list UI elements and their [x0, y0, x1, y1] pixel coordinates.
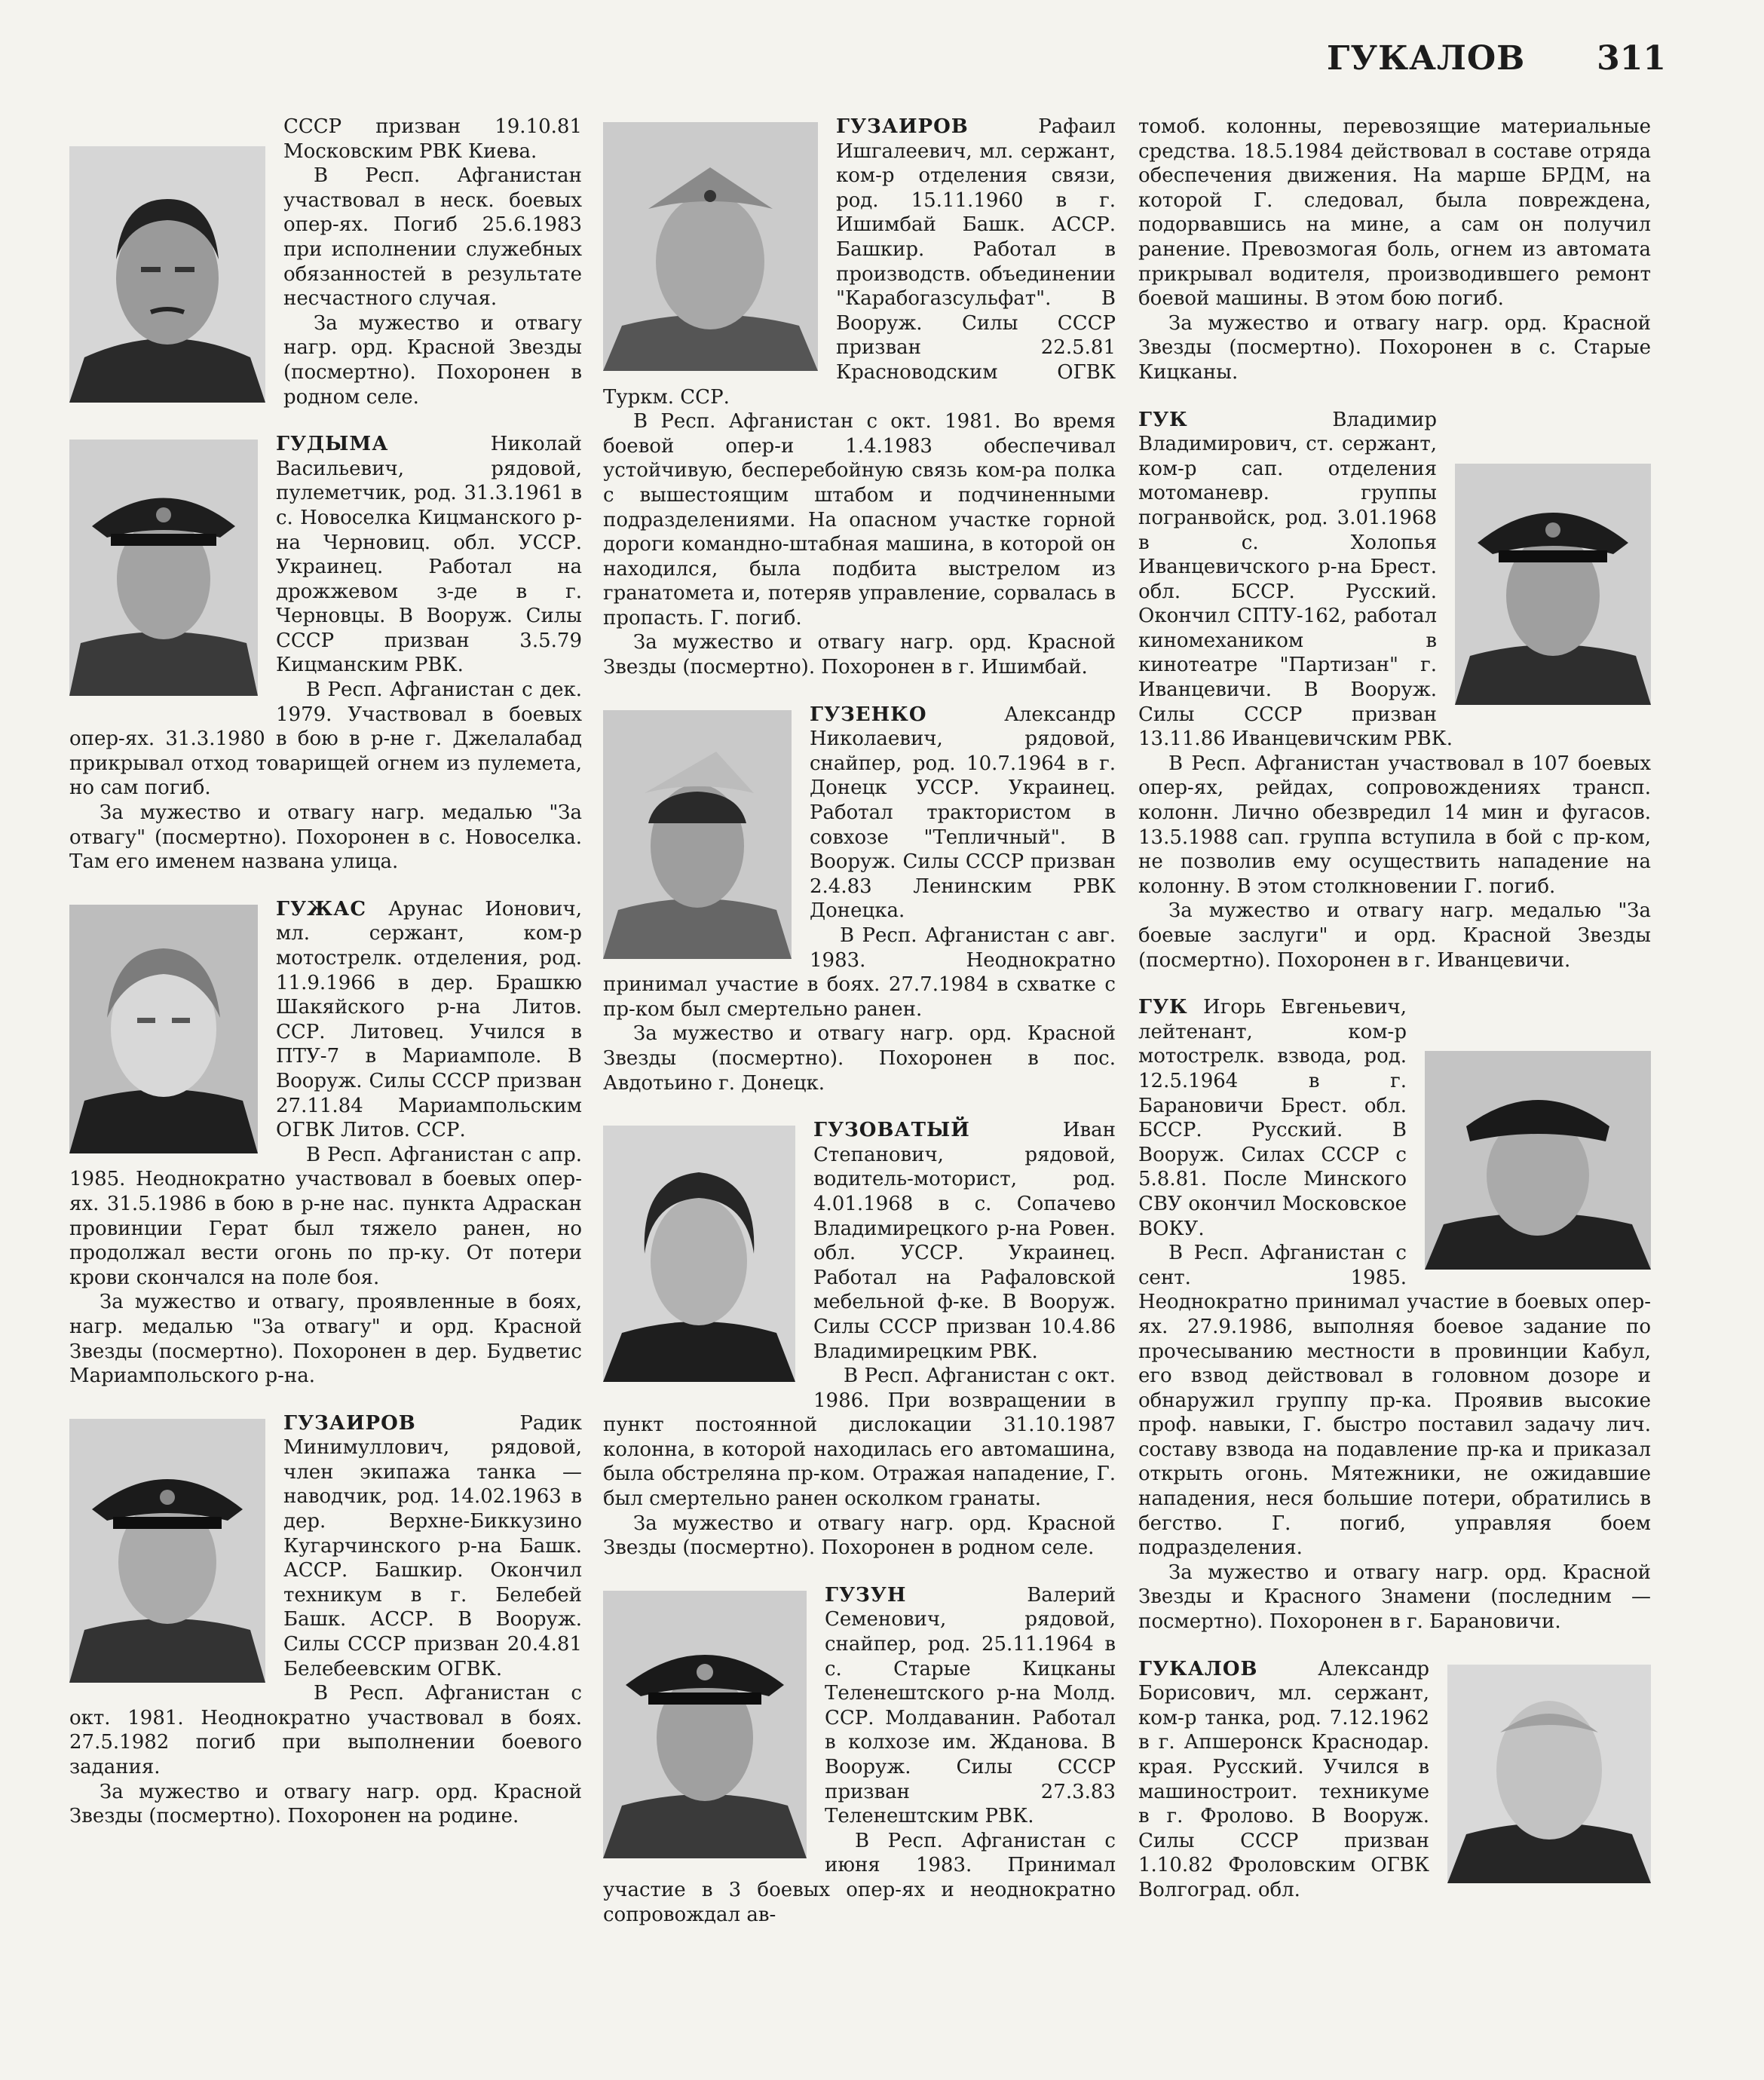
paragraph: За мужество и отвагу, проявленные в боях, нагр. медалью "За отвагу" и орд. Красной Звезды (посмертно). Похоронен в дер. Будветис Мариампольского р-на. — [69, 1291, 582, 1388]
paragraph: Валерий Семенович, рядовой, снайпер, род. 25.11.1964 в с. Старые Кицканы Теленештского р-на Молд. ССР. Молдаванин. Работал в колхозе им. Жданова. В Вооруж. Силы СССР призван 27.3.83 Теленештским РВК. — [825, 1583, 1116, 1828]
paragraph: В Респ. Афганистан с авг. 1983. Неоднократно принимал участие в боях. 27.7.1984 в схватке с пр-ком был смертельно ранен. — [603, 924, 1116, 1021]
entry-guk-vladimir — [1138, 408, 1651, 973]
paragraph: В Респ. Афганистан участвовал в неск. боевых опер-ях. Погиб 25.6.1983 при исполнении служебных обязанностей в результате несчастного случая. — [283, 164, 582, 311]
portrait-photo — [69, 146, 265, 403]
paragraph: Александр Борисович, мл. сержант, ком-р танка, род. 7.12.1962 в г. Апшеронск Краснодар. края. Русский. Учился в машиностроит. техникуме в г. Фролово. В Вооруж. Силы СССР призван 1.10.82 Фроловским ОГВК Волгоград. обл. — [1138, 1657, 1429, 1901]
entry-name: ГУЗАИРОВ — [283, 1411, 416, 1435]
entry-guzairov-radik — [69, 1411, 582, 1829]
entry-continued — [1138, 115, 1651, 385]
portrait-photo — [1425, 1051, 1651, 1270]
paragraph: В Респ. Афганистан с сент. 1985. Неоднократно принимал участие в боевых опер-ях. 27.9.1986, выполняя боевое задание по прочесыванию местности в провинции Кабул, его взвод действовал в головном дозоре и обнаружил группу пр-ка. Проявив высокие проф. навыки, Г. быстро поставил задачу лич. составу взвода на подавление пр-ка и приказал открыть огонь. Мятежники, не ожидавшие нападения, неся большие потери, обратились в бегство. Г. погиб, управляя боем подразделения. — [1138, 1242, 1651, 1560]
entry-guzhas — [69, 897, 582, 1389]
paragraph: В Респ. Афганистан с окт. 1981. Во время боевой опер-и 1.4.1983 обеспечивал устойчивую, бесперебойную связь ком-ра полка с вышестоящим штабом и подчиненными подразделениями. На опасном участке горной дороги командно-штабная машина, в которой он находился, была подбита выстрелом из гранатомета и, потеряв управление, сорвалась в пропасть. Г. погиб. — [603, 410, 1116, 630]
paragraph: За мужество и отвагу нагр. медалью "За боевые заслуги" и орд. Красной Звезды (посмертно). Похоронен в г. Иванцевичи. — [1138, 899, 1651, 972]
paragraph: Радик Минимуллович, рядовой, член экипажа танка — наводчик, род. 14.02.1963 в дер. Верхне-Биккузино Кугарчинского р-на Башк. АССР. Башкир. Окончил техникум в г. Белебей Башк. АССР. В Вооруж. Силы СССР призван 20.4.81 Белебеевским ОГВК. — [283, 1411, 582, 1680]
paragraph: В Респ. Афганистан участвовал в 107 боевых опер-ях, рейдах, сопровождениях трансп. колонн. Лично обезвредил 14 мин и фугасов. 13.5.1988 сап. группа вступила в бой с пр-ком, не позволив ему осуществить нападение на колонну. В этом столкновении Г. погиб. — [1138, 752, 1651, 898]
paragraph: Александр Николаевич, рядовой, снайпер, род. 10.7.1964 в г. Донецк УССР. Украинец. Работал трактористом в совхозе "Тепличный". В Вооруж. Силы СССР призван 2.4.83 Ленинским РВК Донецка. — [810, 703, 1116, 923]
entry-name: ГУДЫМА — [276, 433, 389, 456]
entry-name: ГУЗАИРОВ — [836, 115, 969, 138]
entry-name: ГУЖАС — [276, 897, 367, 921]
entry-gukalov — [1138, 1657, 1651, 1903]
entry-guzovaty — [603, 1118, 1116, 1561]
portrait-photo — [1447, 1665, 1651, 1883]
paragraph: СССР призван 19.10.81 Московским РВК Киева. — [283, 115, 582, 163]
paragraph: За мужество и отвагу нагр. орд. Красной Звезды (посмертно). Похоронен в родном селе. — [283, 311, 582, 409]
paragraph: Иван Степанович, рядовой, водитель-моторист, род. 4.01.1968 в с. Сопачево Владимирецкого р-на Ровен. обл. УССР. Украинец. Работал на Рафаловской мебельной ф-ке. В Вооруж. Силы СССР призван 10.4.86 Владимирецким РВК. — [813, 1119, 1116, 1363]
paragraph: За мужество и отвагу нагр. орд. Красной Звезды (посмертно). Похоронен на родине. — [69, 1780, 582, 1828]
paragraph: В Респ. Афганистан с дек. 1979. Участвовал в боевых опер-ях. 31.3.1980 в бою в р-не г. Джелалабад прикрывал отход товарищей огнем из пулемета, но сам погиб. — [69, 679, 582, 800]
entry-name: ГУК — [1138, 408, 1188, 431]
entry-continued — [69, 115, 582, 409]
entry-name: ГУКАЛОВ — [1138, 1657, 1258, 1680]
paragraph: За мужество и отвагу нагр. орд. Красной Звезды (посмертно). Похоронен в пос. Авдотьино г. Донецк. — [603, 1022, 1116, 1095]
paragraph: За мужество и отвагу нагр. орд. Красной Звезды (посмертно). Похоронен в г. Ишимбай. — [603, 631, 1116, 679]
paragraph: Владимир Владимирович, ст. сержант, ком-р сап. отделения мотоманевр. группы погранвойск, род. 3.01.1968 в с. Холопья Иванцевичского р-на Брест. обл. БССР. Русский. Окончил СПТУ-162, работал киномехаником в кинотеатре "Партизан" г. Иванцевичи. В Вооруж. Силы СССР призван 13.11.86 Иванцевичским РВК. — [1138, 408, 1453, 751]
portrait-photo — [603, 710, 792, 959]
paragraph: За мужество и отвагу нагр. орд. Красной Звезды (посмертно). Похоронен в родном селе. — [603, 1512, 1116, 1560]
running-header — [1327, 39, 1666, 92]
page-number: 311 — [1597, 39, 1666, 78]
paragraph: Николай Васильевич, рядовой, пулеметчик, род. 31.3.1961 в с. Новоселка Кицманского р-на Черновиц. обл. УССР. Украинец. Работал на дрожжевом з-де в г. Черновцы. В Вооруж. Силы СССР призван 3.5.79 Кицманским РВК. — [276, 433, 582, 677]
entry-name: ГУЗОВАТЫЙ — [813, 1119, 970, 1142]
entry-guzun — [603, 1583, 1116, 1927]
entry-name: ГУЗЕНКО — [810, 703, 927, 726]
paragraph: В Респ. Афганистан с апр. 1985. Неоднократно участвовал в боевых опер-ях. 31.5.1986 в бою в р-не нас. пункта Адраскан провинции Герат был тяжело ранен, но продолжал вести огонь по пр-ку. От потери крови скончался на поле боя. — [69, 1143, 582, 1289]
running-title: ГУКАЛОВ — [1327, 39, 1526, 78]
portrait-photo — [69, 440, 258, 696]
portrait-photo — [69, 905, 258, 1153]
portrait-photo — [69, 1419, 265, 1683]
portrait-photo — [603, 1591, 807, 1858]
portrait-photo — [603, 122, 818, 371]
portrait-photo — [603, 1126, 795, 1382]
paragraph: Арунас Ионович, мл. сержант, ком-р мотострелк. отделения, род. 11.9.1966 в дер. Брашкю Шакяйского р-на Литов. ССР. Литовец. Учился в ПТУ-7 в Мариамполе. В Вооруж. Силы СССР призван 27.11.84 Мариампольским ОГВК Литов. ССР. — [276, 897, 582, 1142]
entry-guk-igor — [1138, 995, 1651, 1634]
paragraph: В Респ. Афганистан с окт. 1981. Неоднократно участвовал в боях. 27.5.1982 погиб при выполнении боевого задания. — [69, 1682, 582, 1778]
portrait-photo — [1455, 464, 1651, 705]
column-2 — [603, 115, 1116, 1950]
paragraph: Рафаил Ишгалеевич, мл. сержант, ком-р отделения связи, род. 15.11.1960 в г. Ишимбай Башк. АССР. Башкир. Работал в производств. объединении "Карабогазсульфат". В Вооруж. Силы СССР призван 22.5.81 Красноводским ОГВК Туркм. ССР. — [603, 115, 1116, 409]
entry-guzairov-rafail — [603, 115, 1116, 680]
paragraph: За мужество и отвагу нагр. медалью "За отвагу" (посмертно). Похоронен в с. Новоселка. Там его именем названа улица. — [69, 801, 582, 874]
entry-name: ГУЗУН — [825, 1583, 907, 1607]
paragraph: Игорь Евгеньевич, лейтенант, ком-р мотострелк. взвода, род. 12.5.1964 в г. Барановичи Брест. обл. БССР. Русский. В Вооруж. Силах СССР с 5.8.81. После Минского СВУ окончил Московское ВОКУ. — [1138, 996, 1407, 1240]
paragraph: За мужество и отвагу нагр. орд. Красной Звезды (посмертно). Похоронен в с. Старые Кицканы. — [1138, 311, 1651, 384]
entry-gudyma — [69, 432, 582, 875]
column-3 — [1138, 115, 1651, 1925]
column-1 — [69, 115, 582, 1852]
entry-guzenko — [603, 703, 1116, 1096]
paragraph: За мужество и отвагу нагр. орд. Красной Звезды и Красного Знамени (последним — посмертно). Похоронен в г. Барановичи. — [1138, 1561, 1651, 1634]
paragraph: томоб. колонны, перевозящие материальные средства. 18.5.1984 действовал в составе отряда обеспечения движения. На марше БРДМ, на которой Г. следовал, была повреждена, подорвавшись на мине, а сам он получил ранение. Превозмогая боль, огнем из автомата прикрывал водителя, производившего ремонт боевой машины. В этом бою погиб. — [1138, 115, 1651, 311]
paragraph: В Респ. Афганистан с июня 1983. Принимал участие в 3 боевых опер-ях и неоднократно сопровождал ав- — [603, 1829, 1116, 1926]
paragraph: В Респ. Афганистан с окт. 1986. При возвращении в пункт постоянной дислокации 31.10.1987 колонна, в которой находилась его автомашина, была обстреляна пр-ком. Отражая нападение, Г. был смертельно ранен осколком гранаты. — [603, 1365, 1116, 1511]
entry-name: ГУК — [1138, 996, 1188, 1019]
